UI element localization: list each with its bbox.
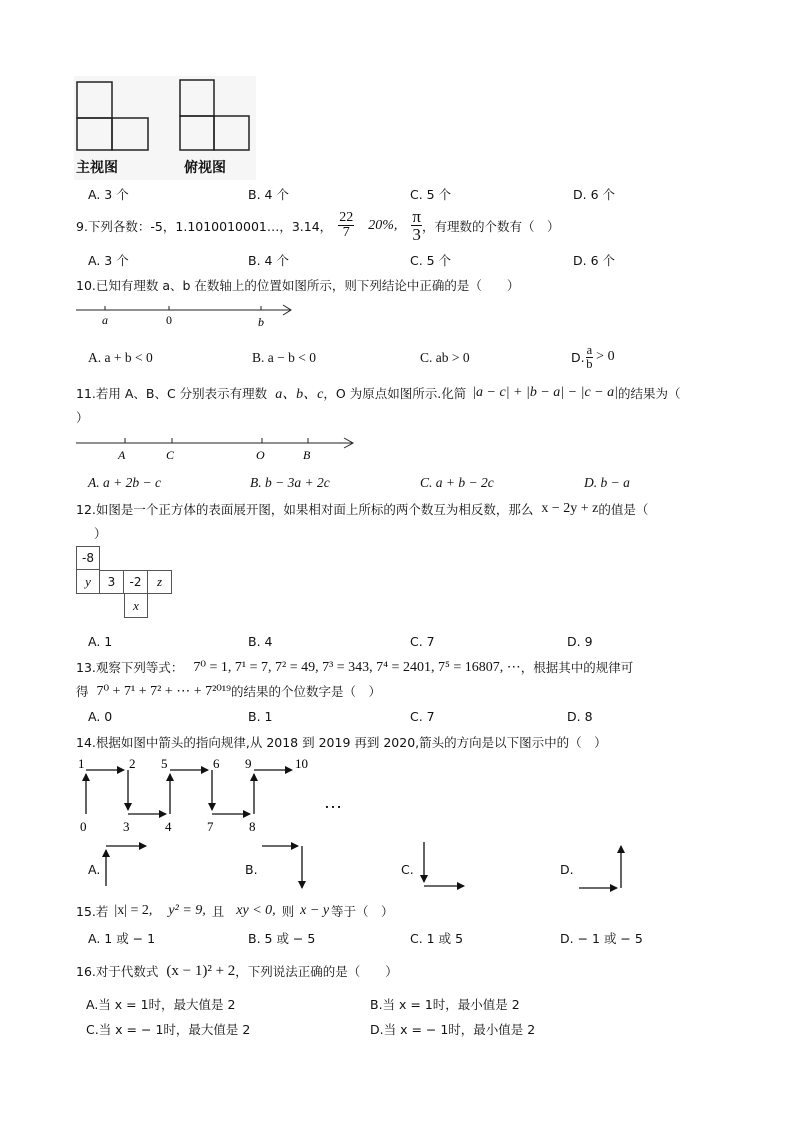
q11-option-b: B. b − 3a + 2c bbox=[250, 475, 330, 490]
q14-option-b-label: B. bbox=[245, 862, 258, 877]
q11-label-a: A bbox=[118, 448, 126, 462]
q13-stem-prefix: 13.观察下列等式： bbox=[76, 660, 184, 675]
q10-option-b: B. a − b < 0 bbox=[252, 350, 316, 365]
q14-num-4: 4 bbox=[165, 819, 172, 834]
q10-stem: 10.已知有理数 a、b 在数轴上的位置如图所示，则下列结论中正确的是（ ） bbox=[76, 278, 520, 293]
q14-option-a-arrows bbox=[100, 838, 156, 888]
q13-option-b: B. 1 bbox=[248, 709, 273, 724]
q13-stem-line2 bbox=[76, 682, 381, 700]
q10-number-line bbox=[74, 302, 299, 328]
q10-option-d bbox=[571, 344, 615, 370]
q13-equations: 7⁰ = 1, 7¹ = 7, 7² = 49, 7³ = 343, 7⁴ = 2401, 7⁵ = 16807, ⋯ bbox=[193, 659, 521, 675]
q15-and: 且 bbox=[211, 904, 225, 919]
q9-frac1-num: 22 bbox=[339, 210, 354, 225]
q11-expr: |a − c| + |b − a| − |c − a| bbox=[472, 385, 618, 400]
q9-fraction-pi-3 bbox=[411, 208, 422, 243]
front-view-label: 主视图 bbox=[76, 160, 118, 176]
front-view-drawing bbox=[77, 82, 148, 150]
q9-suffix: ，有理数的个数有（ ） bbox=[421, 218, 560, 234]
q10-option-c: C. ab > 0 bbox=[420, 350, 470, 365]
q15-suffix: 等于（ ） bbox=[331, 904, 394, 919]
q15-then: 则 bbox=[281, 904, 295, 919]
q12-stem-line2: ） bbox=[94, 526, 107, 541]
q16-suffix: ，下列说法正确的是（ ） bbox=[235, 964, 398, 979]
q14-num-8: 8 bbox=[249, 819, 256, 834]
top-view-label: 俯视图 bbox=[184, 160, 226, 176]
q16-option-a: A.当 x = 1时，最大值是 2 bbox=[86, 997, 236, 1012]
q12-option-c: C. 7 bbox=[410, 634, 435, 649]
q14-num-9: 9 bbox=[245, 756, 252, 771]
q11-option-d: D. b − a bbox=[584, 475, 630, 490]
q8-option-a: A. 3 个 bbox=[88, 187, 129, 202]
q9-fraction-22-7 bbox=[338, 211, 354, 240]
q8-option-c: C. 5 个 bbox=[410, 187, 452, 202]
q14-num-1: 1 bbox=[78, 756, 85, 771]
q16-option-b: B.当 x = 1时，最小值是 2 bbox=[370, 997, 520, 1012]
q12-option-a: A. 1 bbox=[88, 634, 113, 649]
q14-num-3: 3 bbox=[123, 819, 130, 834]
q15-cond3: xy < 0, bbox=[236, 903, 276, 918]
q10-option-a: A. a + b < 0 bbox=[88, 350, 153, 365]
q15-cond1: |x| = 2, bbox=[114, 903, 153, 918]
q14-option-a-label: A. bbox=[88, 862, 101, 877]
q16-stem bbox=[76, 962, 398, 980]
q9-prefix: 9.下列各数：-5，1.1010010001…，3.14， bbox=[76, 218, 333, 234]
q9-option-d: D. 6 个 bbox=[573, 253, 615, 268]
q9-stem bbox=[76, 208, 559, 243]
net-cell-3: 3 bbox=[100, 570, 124, 594]
q15-expr: x − y bbox=[300, 903, 330, 918]
q14-num-2: 2 bbox=[129, 756, 136, 771]
net-cell-y: y bbox=[76, 570, 100, 594]
q15-option-c: C. 1 或 5 bbox=[410, 931, 464, 946]
q12-stem-prefix: 12.如图是一个正方体的表面展开图，如果相对面上所标的两个数互为相反数，那么 bbox=[76, 502, 534, 517]
q10-option-d-fraction bbox=[586, 344, 594, 370]
q13-sum-expr: 7⁰ + 7¹ + 7² + ⋯ + 7²⁰¹⁹ bbox=[96, 683, 231, 699]
q11-stem-line2: ） bbox=[76, 410, 89, 425]
q11-label-o: O bbox=[256, 448, 265, 462]
q14-option-b-arrows bbox=[258, 840, 314, 896]
q11-stem-mid: ，O 为原点如图所示.化简 bbox=[323, 386, 467, 401]
q11-stem bbox=[76, 383, 680, 403]
q15-option-a: A. 1 或 − 1 bbox=[88, 931, 156, 946]
q14-num-10: 10 bbox=[295, 756, 308, 771]
q14-stem: 14.根据如图中箭头的指向规律,从 2018 到 2019 再到 2020,箭头的方向是以下图示中的（ ） bbox=[76, 735, 607, 750]
q11-vars: a、b、c bbox=[275, 387, 324, 402]
q10-label-0: 0 bbox=[166, 313, 172, 327]
q9-option-b: B. 4 个 bbox=[248, 253, 289, 268]
q13-stem-line1 bbox=[76, 658, 633, 676]
q16-option-c: C.当 x = − 1时，最大值是 2 bbox=[86, 1022, 251, 1037]
q14-option-c-label: C. bbox=[401, 862, 414, 877]
q14-ellipsis: … bbox=[324, 792, 342, 812]
q14-num-0: 0 bbox=[80, 819, 87, 834]
q15-prefix: 15.若 bbox=[76, 904, 109, 919]
q12-expr: x − 2y + z bbox=[541, 501, 599, 516]
q15-option-d: D. − 1 或 − 5 bbox=[560, 931, 643, 946]
q8-views-svg bbox=[74, 76, 256, 156]
q9-frac1-den: 7 bbox=[342, 225, 350, 240]
q13-line2-prefix: 得 bbox=[76, 684, 89, 699]
q11-number-line bbox=[74, 432, 359, 464]
q13-option-d: D. 8 bbox=[567, 709, 593, 724]
q16-option-d: D.当 x = − 1时，最小值是 2 bbox=[370, 1022, 536, 1037]
q10-option-d-den: b bbox=[586, 356, 593, 371]
q14-num-6: 6 bbox=[213, 756, 220, 771]
q10-label-a: a bbox=[102, 313, 108, 327]
q15-stem bbox=[76, 902, 394, 920]
net-cell-minus2: -2 bbox=[124, 570, 148, 594]
q10-option-d-num: a bbox=[586, 343, 593, 357]
q12-stem-suffix: 的值是（ bbox=[598, 502, 649, 517]
q10-option-d-prefix: D. bbox=[571, 349, 585, 365]
net-cell-x: x bbox=[124, 594, 148, 618]
q14-num-7: 7 bbox=[207, 819, 214, 834]
q11-label-c: C bbox=[166, 448, 175, 462]
q9-option-a: A. 3 个 bbox=[88, 253, 129, 268]
q11-stem-suffix: 的结果为（ bbox=[617, 386, 681, 401]
q16-expr: (x − 1)² + 2 bbox=[166, 962, 236, 979]
top-view-drawing bbox=[180, 80, 249, 150]
q13-line2-suffix: 的结果的个位数字是（ ） bbox=[231, 684, 382, 699]
q9-percent: 20%, bbox=[368, 217, 398, 233]
q14-arrow-pattern bbox=[74, 756, 364, 836]
q10-label-b: b bbox=[258, 315, 264, 328]
q8-option-b: B. 4 个 bbox=[248, 187, 289, 202]
q9-frac2-den: 3 bbox=[412, 225, 421, 244]
q10-option-d-suffix: > 0 bbox=[596, 349, 615, 364]
net-cell-top: -8 bbox=[76, 546, 100, 570]
q11-label-b: B bbox=[303, 448, 311, 462]
q9-frac2-num: π bbox=[412, 207, 421, 226]
q15-cond2: y² = 9, bbox=[168, 903, 206, 918]
q13-stem-suffix: ，根据其中的规律可 bbox=[520, 660, 634, 675]
q8-option-d: D. 6 个 bbox=[573, 187, 615, 202]
q11-stem-prefix: 11.若用 A、B、C 分别表示有理数 bbox=[76, 386, 268, 401]
q13-option-a: A. 0 bbox=[88, 709, 113, 724]
q8-figure bbox=[74, 76, 256, 180]
q16-prefix: 16.对于代数式 bbox=[76, 964, 159, 979]
cube-net bbox=[76, 546, 177, 622]
q12-option-d: D. 9 bbox=[567, 634, 593, 649]
q15-option-b: B. 5 或 − 5 bbox=[248, 931, 316, 946]
q14-option-d-label: D. bbox=[560, 862, 574, 877]
q14-option-d-arrows bbox=[577, 838, 633, 894]
q14-option-c-arrows bbox=[418, 838, 474, 894]
q14-num-5: 5 bbox=[161, 756, 168, 771]
q12-option-b: B. 4 bbox=[248, 634, 273, 649]
q11-option-a: A. a + 2b − c bbox=[88, 475, 161, 490]
net-cell-z: z bbox=[148, 570, 172, 594]
q12-stem bbox=[76, 500, 648, 518]
q9-option-c: C. 5 个 bbox=[410, 253, 452, 268]
q11-option-c: C. a + b − 2c bbox=[420, 475, 494, 490]
q13-option-c: C. 7 bbox=[410, 709, 435, 724]
